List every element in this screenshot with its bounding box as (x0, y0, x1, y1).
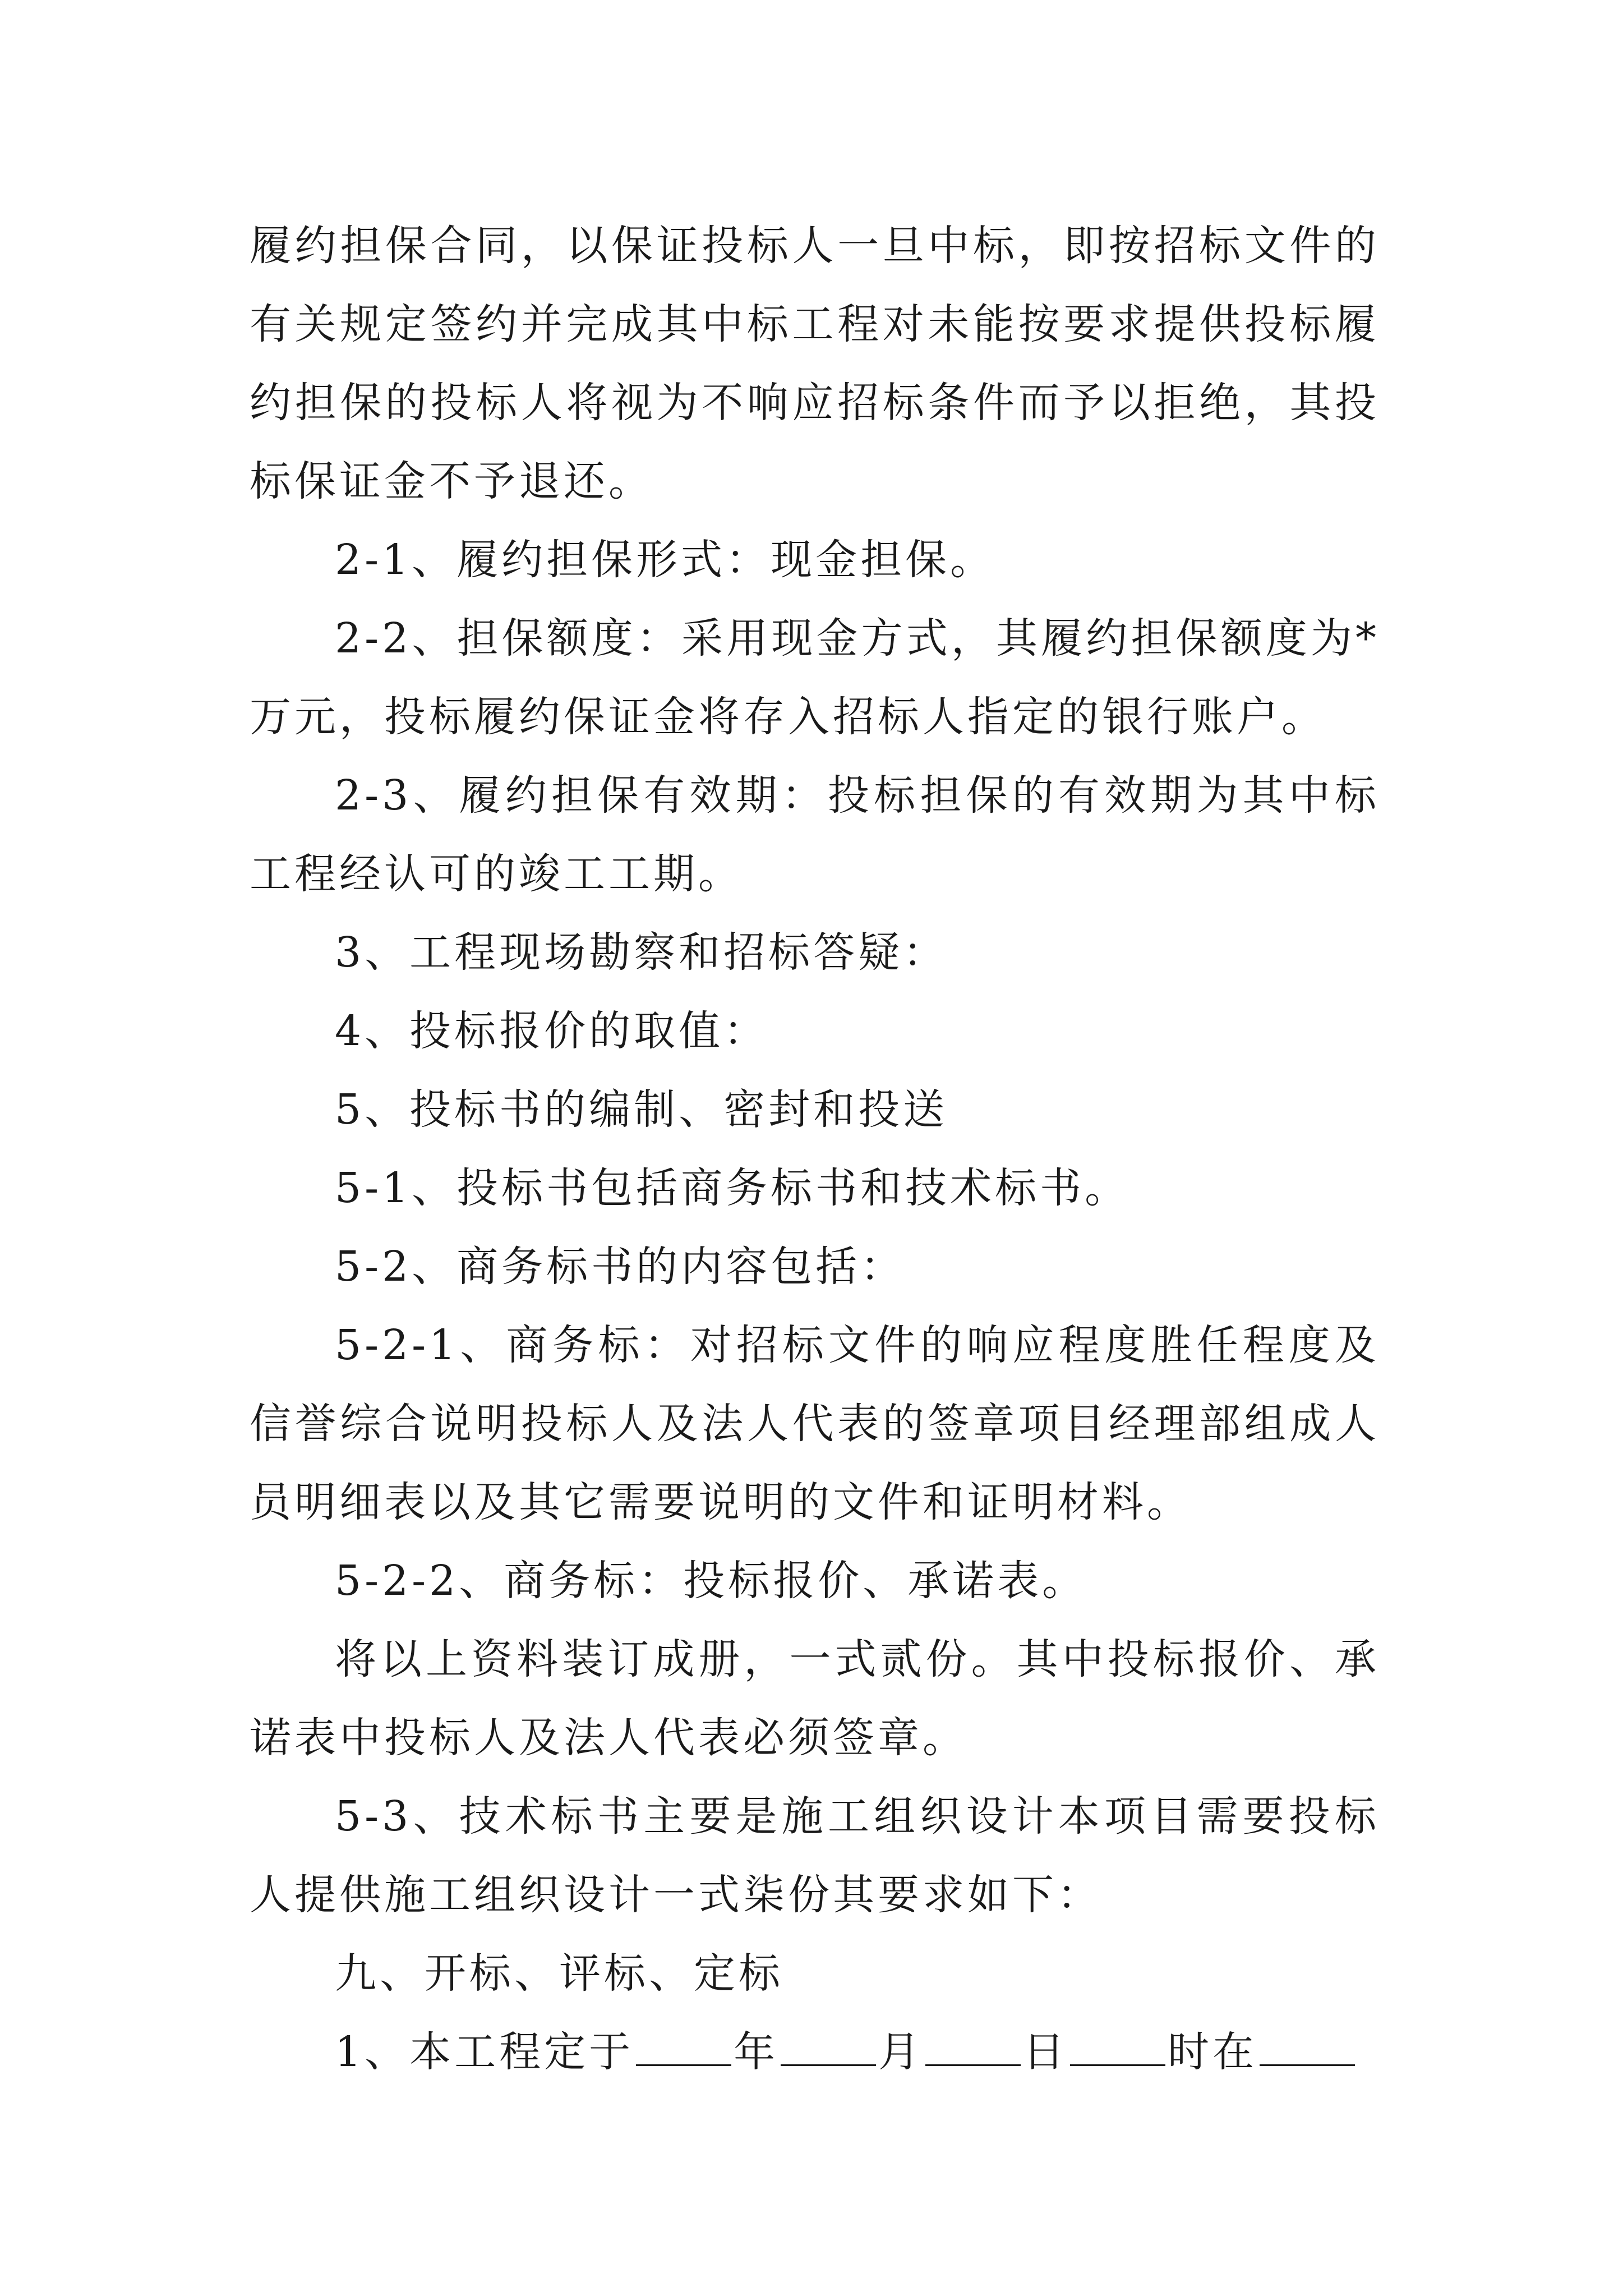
schedule-hour: 时在 (1168, 2028, 1258, 2076)
blank-hour-field[interactable] (1070, 2023, 1165, 2066)
paragraph-site-survey: 3、工程现场勘察和招标答疑： (335, 928, 948, 977)
schedule-day: 日 (1023, 2028, 1068, 2076)
paragraph-binding: 将以上资料装订成册，一式贰份。其中投标报价、承诺表中投标人及法人代表必须签章。 (250, 1635, 1380, 1762)
paragraph-commercial-bid-1: 5-2-1、商务标：对招标文件的响应程度胜任程度及信誉综合说明投标人及法人代表的签章项目经理部组成人员明细表以及其它需要说明的文件和证明材料。 (250, 1321, 1380, 1526)
paragraph-commercial-contents: 5-2、商务标书的内容包括： (335, 1243, 906, 1291)
blank-day-field[interactable] (925, 2023, 1021, 2066)
paragraph-guarantee-form: 2-1、履约担保形式：现金担保。 (335, 536, 995, 584)
blank-location-field[interactable] (1260, 2023, 1355, 2066)
paragraph-bid-contents: 5-1、投标书包括商务标书和技术标书。 (335, 1164, 1130, 1212)
section-heading-opening: 九、开标、评标、定标 (335, 1949, 783, 1998)
paragraph-guarantee-validity: 2-3、履约担保有效期：投标担保的有效期为其中标工程经认可的竣工工期。 (250, 771, 1380, 898)
paragraph-schedule (250, 2013, 1380, 2091)
paragraph-technical-bid: 5-3、技术标书主要是施工组织设计本项目需要投标人提供施工组织设计一式柒份其要求如下： (250, 1792, 1380, 1919)
schedule-prefix: 1、本工程定于 (335, 2028, 634, 2076)
blank-year-field[interactable] (636, 2023, 731, 2066)
blank-month-field[interactable] (781, 2023, 876, 2066)
paragraph-bid-price: 4、投标报价的取值： (335, 1007, 769, 1055)
paragraph-commercial-bid-2: 5-2-2、商务标：投标报价、承诺表。 (335, 1557, 1087, 1605)
document-body (250, 206, 1380, 2091)
paragraph-guarantee-contract: 履约担保合同，以保证投标人一旦中标，即按招标文件的有关规定签约并完成其中标工程对未能按要求提供投标履约担保的投标人将视为不响应招标条件而予以拒绝，其投标保证金不予退还。 (250, 222, 1380, 505)
schedule-year: 年 (734, 2028, 779, 2076)
schedule-month: 月 (878, 2028, 924, 2076)
paragraph-guarantee-amount: 2-2、担保额度：采用现金方式，其履约担保额度为*万元，投标履约保证金将存入招标人指定的银行账户。 (250, 614, 1380, 741)
paragraph-bid-preparation: 5、投标书的编制、密封和投送 (335, 1085, 948, 1134)
